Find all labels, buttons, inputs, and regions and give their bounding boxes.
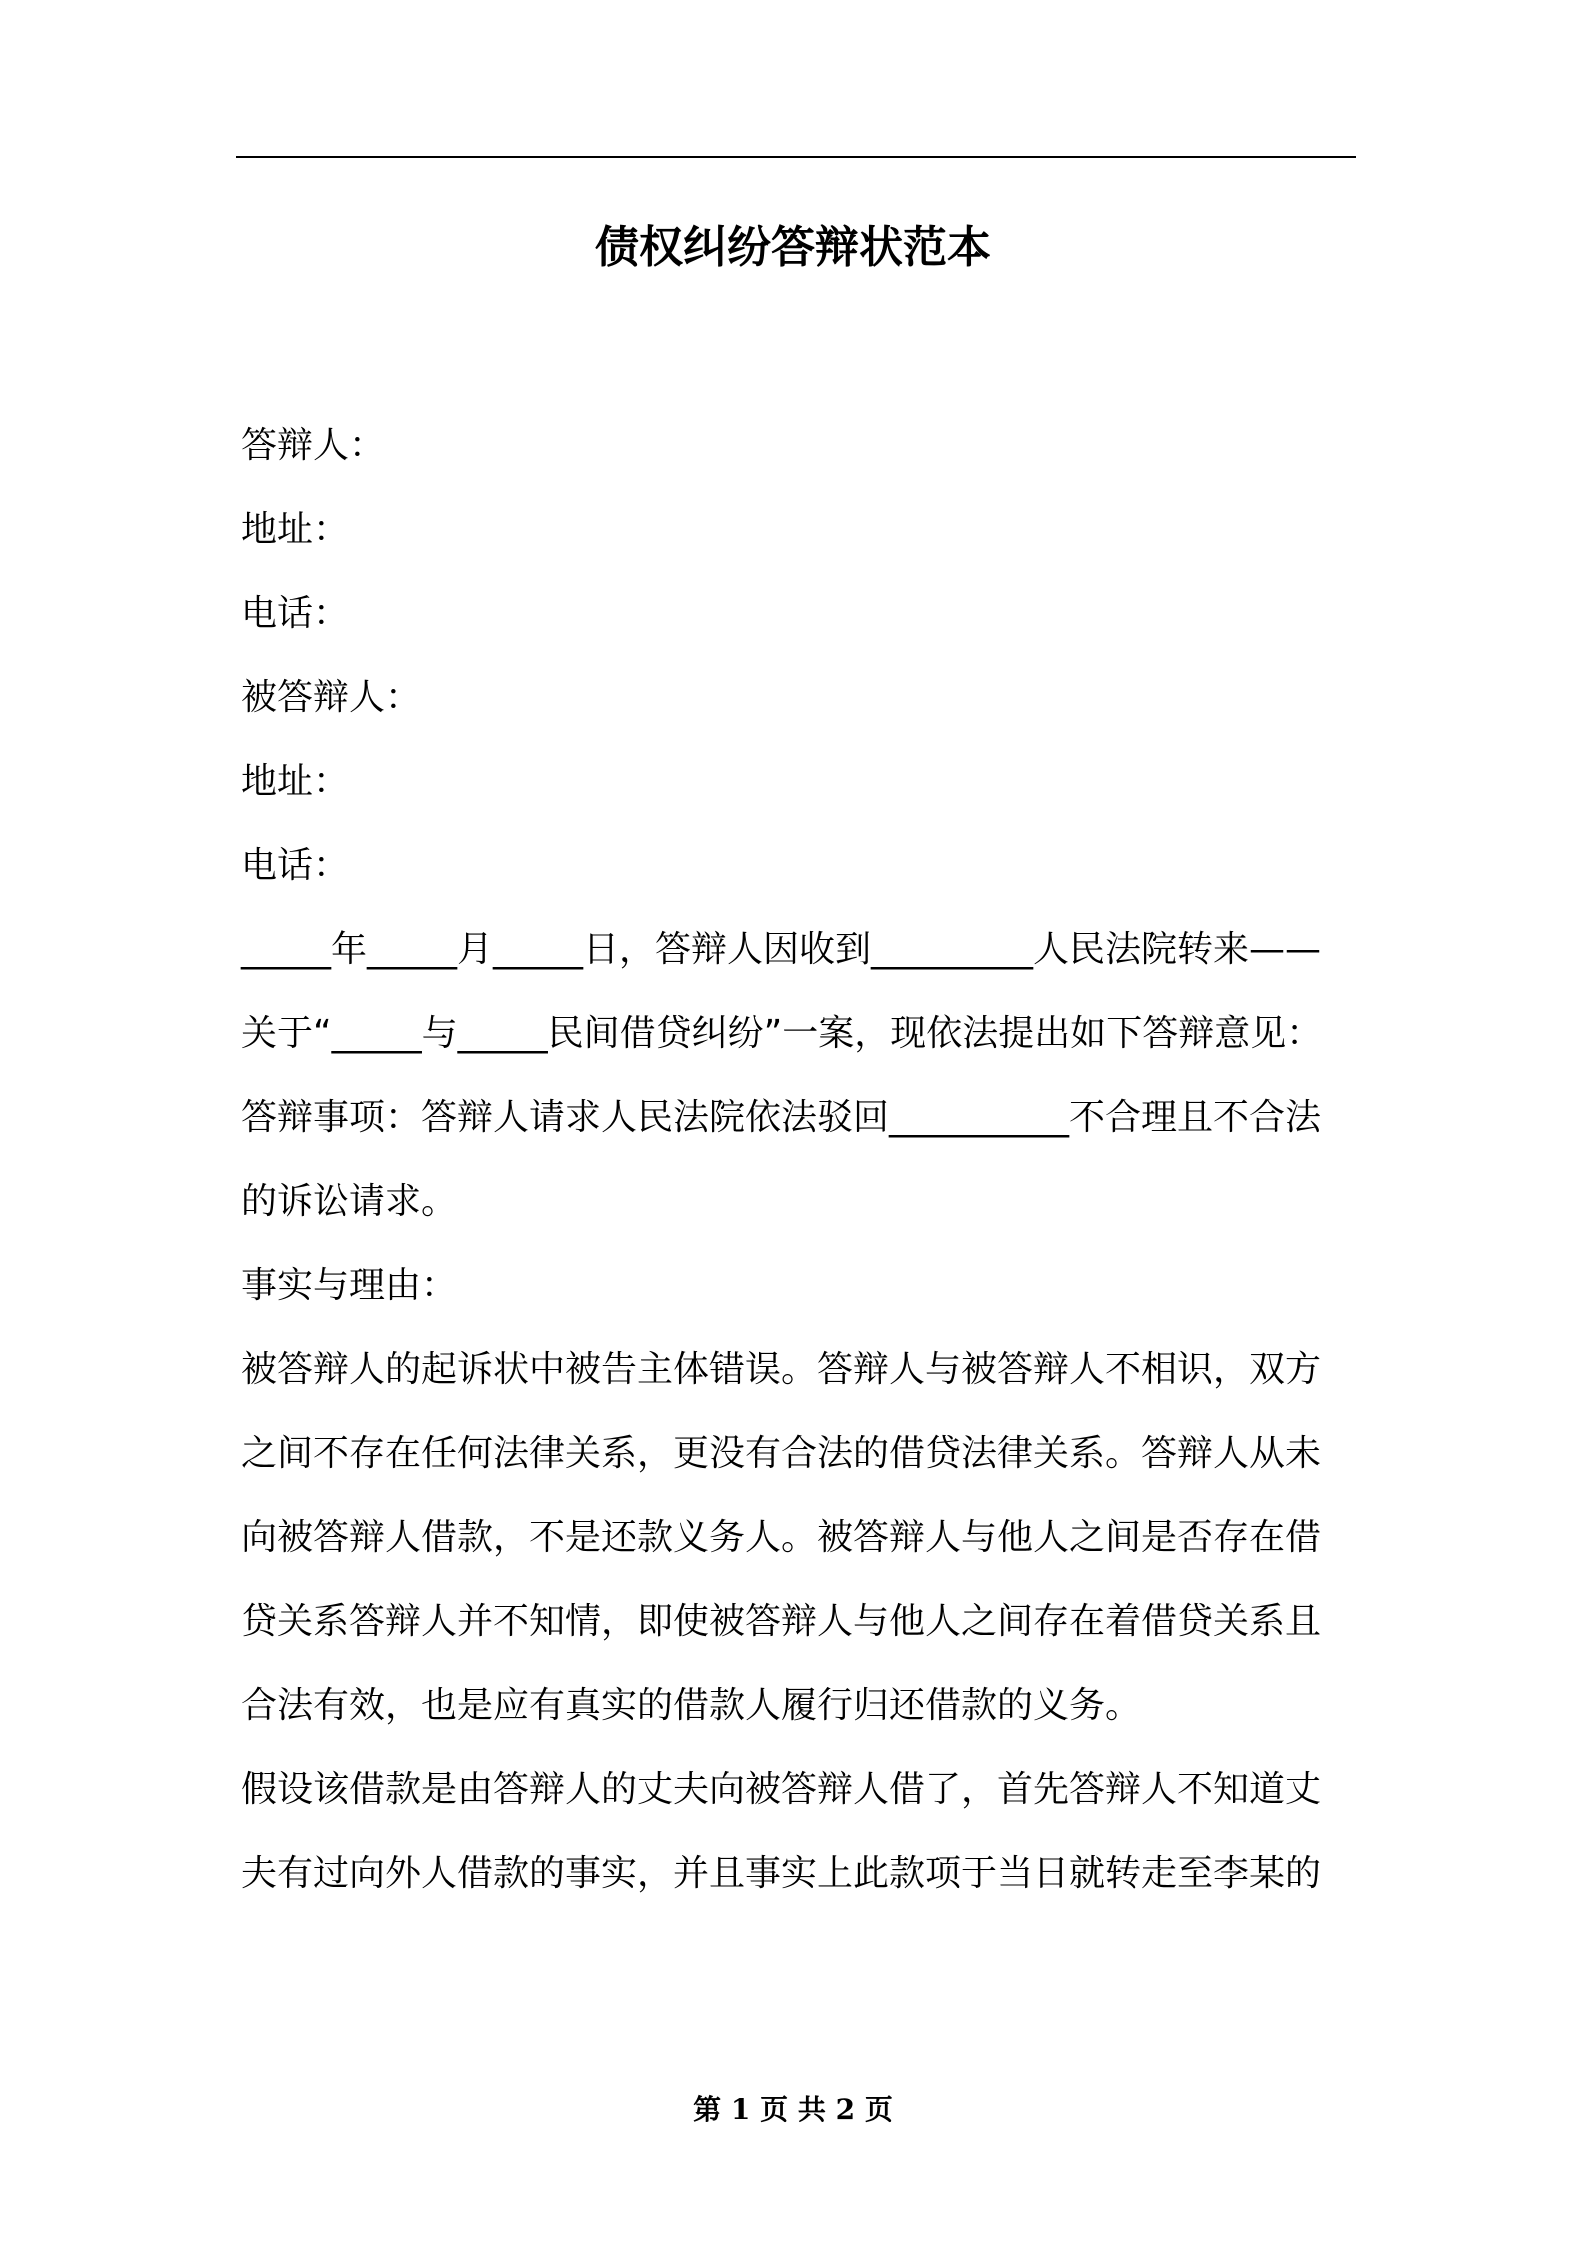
- paragraph-facts-1: 被答辩人的起诉状中被告主体错误。答辩人与被答辩人不相识，双方之间不存在任何法律关系，更没有合法的借贷法律关系。答辩人从未向被答辩人借款，不是还款义务人。被答辩人与他人之间是否存在借贷关系答辩人并不知情，即使被答辩人与他人之间存在着借贷关系且合法有效，也是应有真实的借款人履行归还借款的义务。: [241, 1349, 1322, 1726]
- paragraph-defense-items: 答辩事项：答辩人请求人民法院依法驳回__________不合理且不合法的诉讼请求。: [241, 1097, 1322, 1222]
- page-footer: 第 1 页 共 2 页: [693, 2093, 893, 2126]
- paragraph-claimant-phone: 电话：: [241, 845, 350, 886]
- paragraph-intro: _____年_____月_____日，答辩人因收到_________人民法院转来——关于“_____与_____民间借贷纠纷”一案，现依法提出如下答辩意见：: [241, 929, 1323, 1054]
- paragraph-claimant-address: 地址：: [241, 761, 350, 802]
- paragraph-respondent-phone: 电话：: [241, 593, 350, 634]
- document-title: 债权纠纷答辩状范本: [595, 222, 991, 273]
- document-body: [241, 404, 1356, 1916]
- header-rule: [236, 156, 1356, 158]
- paragraph-facts-heading: 事实与理由：: [241, 1265, 458, 1306]
- paragraph-respondent-address: 地址：: [241, 509, 350, 550]
- paragraph-respondent: 答辩人：: [241, 425, 386, 466]
- paragraph-claimant: 被答辩人：: [241, 677, 422, 718]
- paragraph-facts-2: 假设该借款是由答辩人的丈夫向被答辩人借了，首先答辩人不知道丈夫有过向外人借款的事实，并且事实上此款项于当日就转走至李某的: [241, 1769, 1322, 1894]
